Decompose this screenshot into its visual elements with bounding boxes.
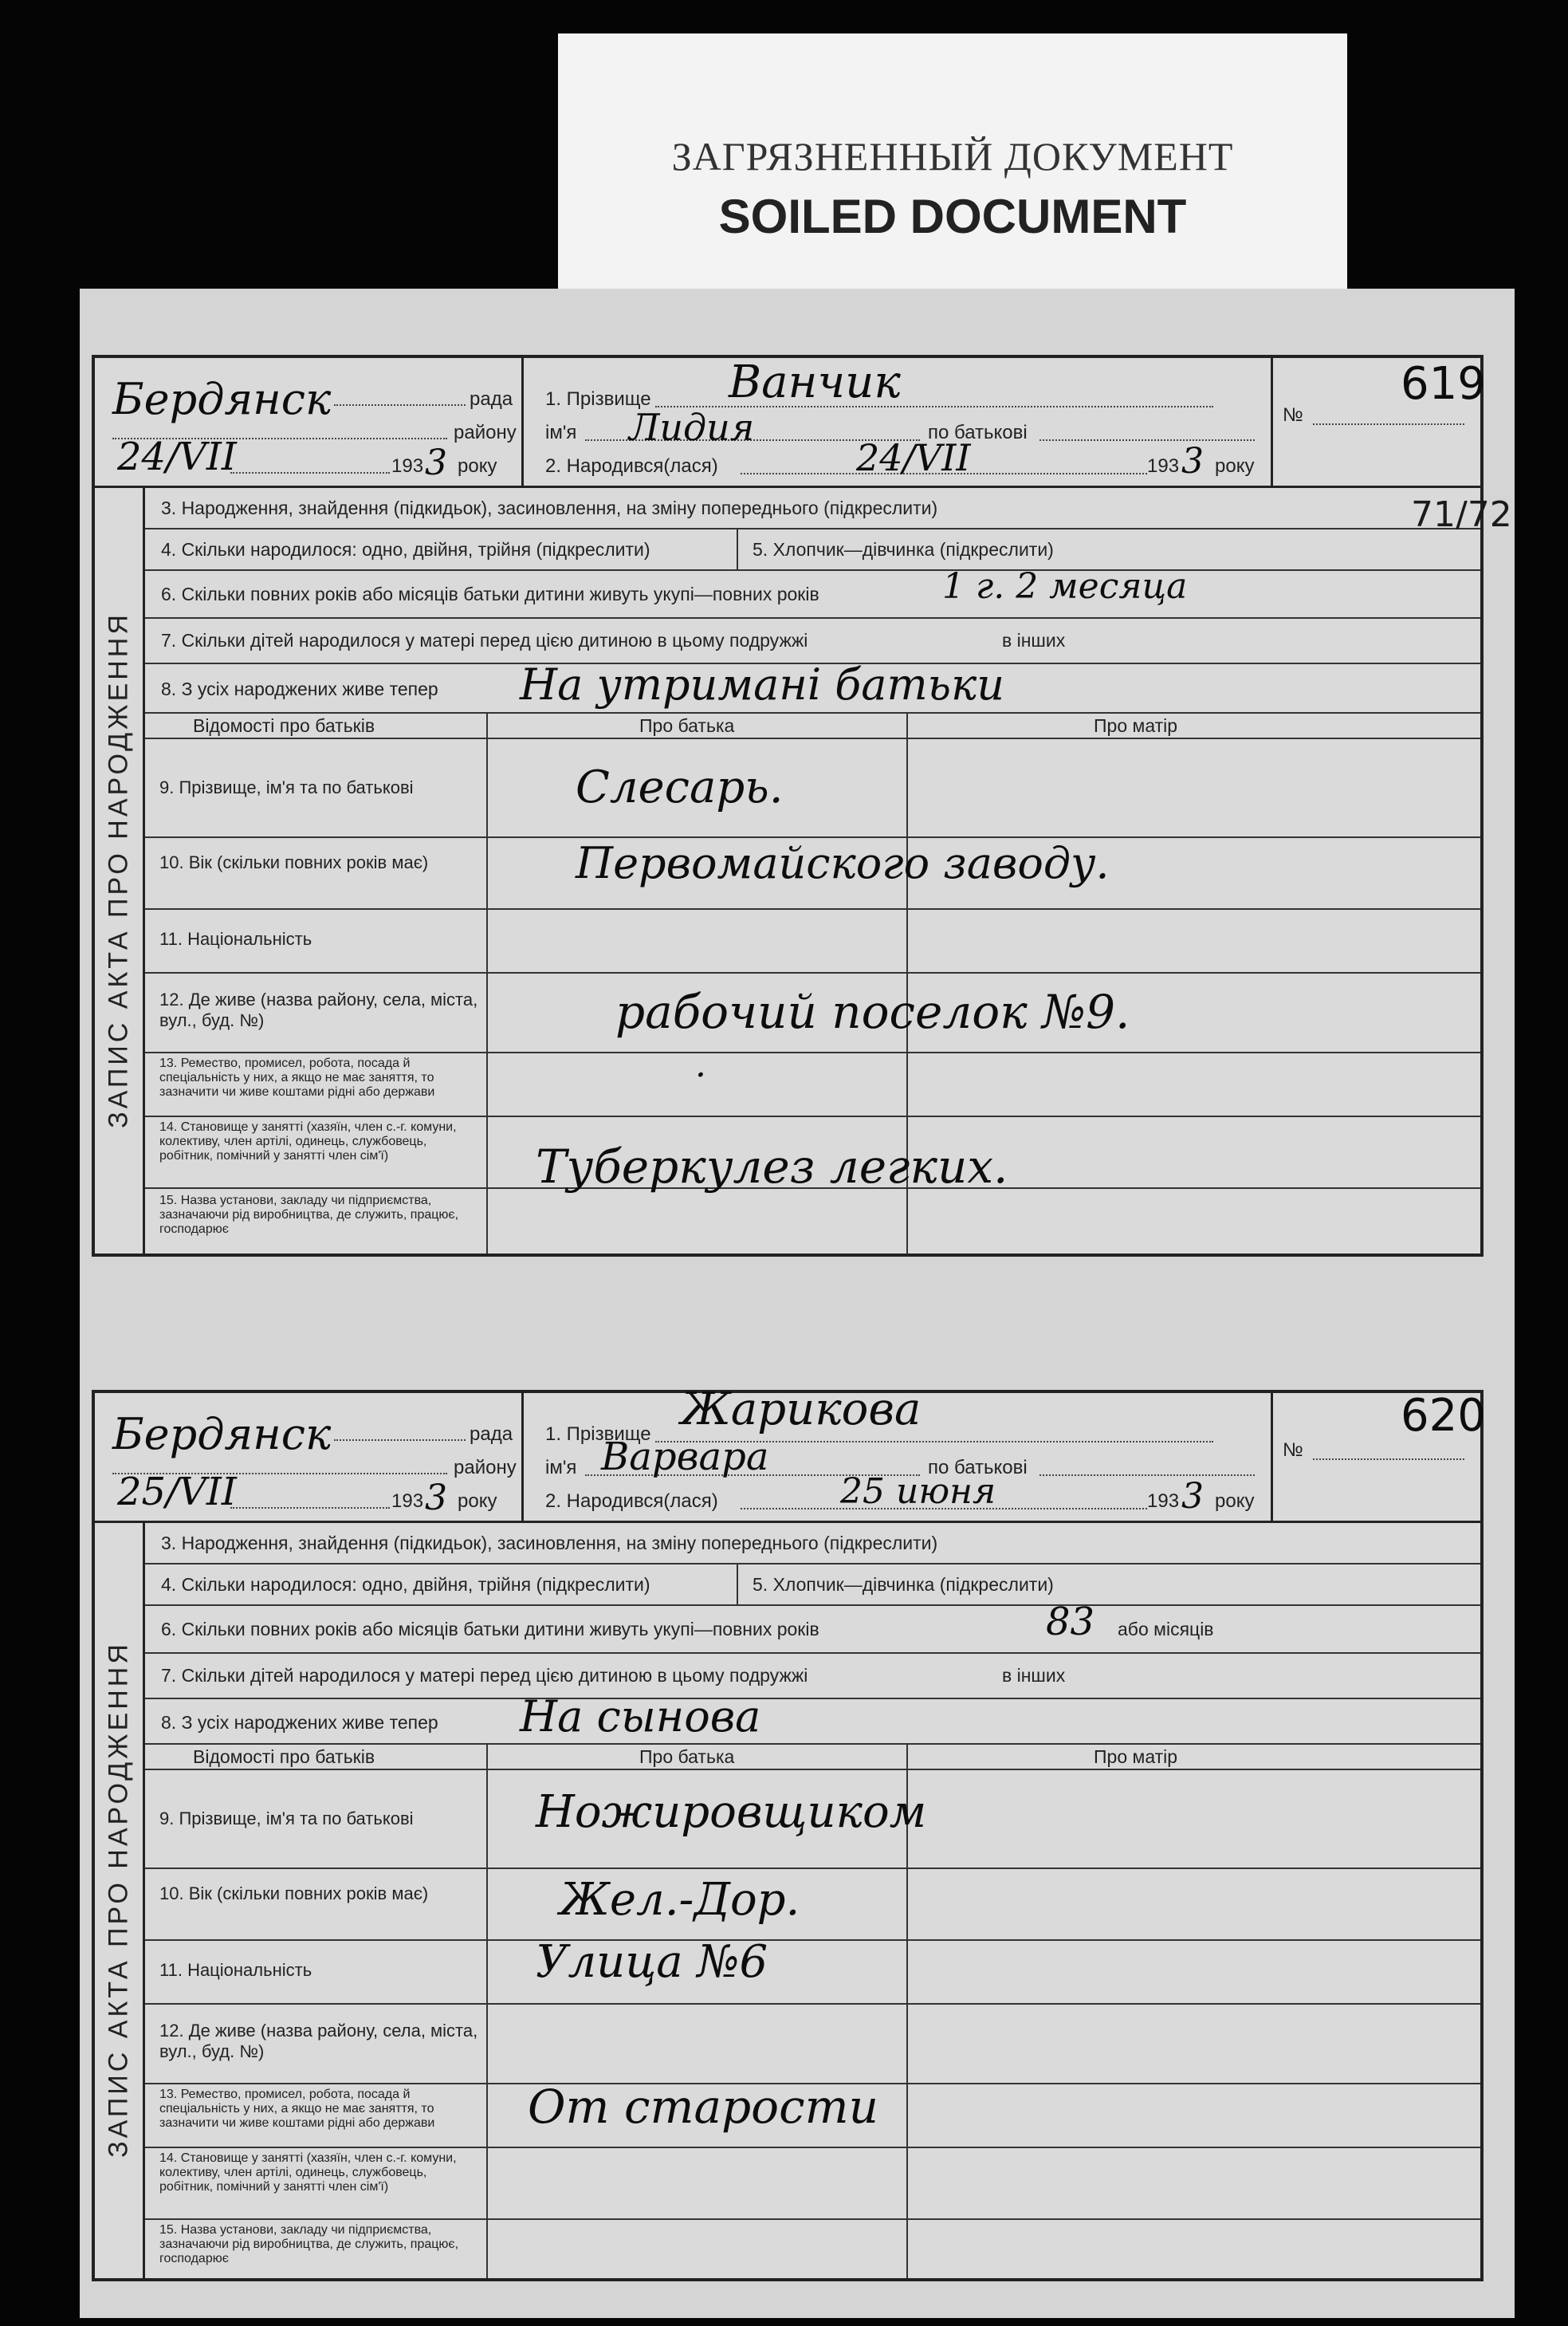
father-line-2: Первомайского заводу. [576, 838, 1110, 888]
child-name: Варвара [601, 1435, 769, 1479]
row-12-residence: 12. Де живе (назва району, села, міста, вул., буд. №) [145, 2005, 1480, 2084]
raionu-label: району [454, 1457, 517, 1478]
side-title: ЗАПИС АКТА ПРО НАРОДЖЕННЯ [95, 486, 145, 1254]
row-14-position: 14. Становище у занятті (хазяїн, член с.-г. комуни, колективу, член артілі, одинець, службовець, робітник, помічний у заняттi член сім'ї) [145, 2148, 1480, 2220]
row-8-living: 8. З усіх народжених живе тепер На утримані батьки [145, 664, 1480, 714]
registry-date: 24/VII [117, 435, 237, 479]
born-year-prefix: 193 [1147, 1490, 1180, 1512]
parents-table [145, 714, 1480, 1254]
child-surname: Ванчик [729, 356, 901, 408]
margin-note: 71/72 [1411, 494, 1512, 535]
born-year-prefix: 193 [1147, 455, 1180, 477]
birth-record-619 [92, 355, 1484, 1257]
row-10-age: 10. Вік (скільки повних років має) Первомайского заводу. [145, 838, 1480, 910]
row-6-cohabitation: 6. Скільки повних років або місяців батьки дитини живуть укупі—повних років 83 або місяців [145, 1606, 1480, 1654]
born-year: 3 [1181, 441, 1204, 482]
father-line-5: От старости [528, 2080, 878, 2134]
registry-office-block [95, 1393, 524, 1521]
father-line-4: · [695, 1055, 706, 1096]
raionu-label: району [454, 422, 517, 443]
row-12-residence: 12. Де живе (назва району, села, міста, вул., буд. №) рабочий поселок №9. [145, 974, 1480, 1053]
birth-record-620 [92, 1383, 1486, 2281]
row-8-living: 8. З усіх народжених живе тепер На сынова [145, 1699, 1480, 1745]
surname-label: 1. Прізвище [545, 1423, 651, 1445]
child-name: Лидия [629, 406, 755, 449]
registry-year: 3 [425, 1478, 447, 1518]
record-number: 620 [1401, 1390, 1486, 1442]
registry-place: Бердянск [112, 374, 332, 424]
record-number: 619 [1401, 358, 1486, 410]
father-line-3: Улица №6 [536, 1936, 768, 1988]
year-prefix: 193 [391, 1490, 424, 1512]
row-15-employer: 15. Назва установи, закладу чи підприємства, зазначаючи рід виробництва, де служить, працює, господарює [159, 2223, 459, 2265]
number-label: № [1283, 1439, 1303, 1461]
row-9-name: 9. Прізвище, ім'я та по батькові Слесарь. [145, 739, 1480, 838]
registry-place: Бердянск [112, 1409, 332, 1459]
name-label: ім'я [545, 422, 577, 443]
row-3-birth-type: 3. Народження, знайдення (підкидьок), засиновлення, на зміну попереднього (підкреслити) [145, 1523, 1480, 1564]
record-number-block [1271, 1390, 1486, 1521]
cohabitation-years: 1 г. 2 месяца [942, 566, 1188, 607]
row-6-cohabitation: 6. Скільки повних років або місяців батьки дитини живуть укупі—повних років 1 г. 2 месяца [145, 571, 1480, 619]
row-3-birth-type: 3. Народження, знайдення (підкидьок), засиновлення, на зміну попереднього (підкреслити) [145, 488, 1480, 529]
archive-label-english: SOILED DOCUMENT [718, 190, 1187, 243]
born-label: 2. Народився(лася) [545, 1490, 718, 1512]
living-now: На утримані батьки [520, 659, 1005, 710]
row-15-employer: 15. Назва установи, закладу чи підприємства, зазначаючи рід виробництва, де служить, працює, господарює [159, 1194, 459, 1236]
rada-label: рада [470, 388, 513, 410]
patronymic-label: по батькові [928, 422, 1028, 443]
name-label: ім'я [545, 1457, 577, 1478]
row-11-nationality: 11. Національність [145, 910, 1480, 974]
record-header [95, 356, 1486, 488]
number-label: № [1283, 404, 1303, 426]
archive-label-card [558, 33, 1347, 293]
patronymic-label: по батькові [928, 1457, 1028, 1478]
record-header [95, 1383, 1486, 1523]
row-13-occupation: 13. Ремество, промисел, робота, посада й спеціальність у них, а якщо не має заняття, то зазначити чи живе коштами рідні або держави · [145, 1053, 1480, 1117]
row-14-position: 14. Становище у занятті (хазяїн, член с.-г. комуни, колективу, член артілі, одинець, службовець, робітник, помічний у заняттi член сім'ї) Туберкулез легких. [145, 1117, 1480, 1189]
father-line-1: Слесарь. [576, 762, 784, 813]
row-7-prior-children: 7. Скільки дітей народилося у матері перед цією дитиною в цьому подружжі в інших [145, 619, 1480, 664]
row-13-occupation: 13. Ремество, промисел, робота, посада й спеціальність у них, а якщо не має заняття, то зазначити чи живе коштами рідні або держави От старости [145, 2084, 1480, 2148]
father-line-1: Ножировщиком [536, 1786, 927, 1838]
row-10-age: 10. Вік (скільки повних років має) Жел.-Дор. [145, 1869, 1480, 1941]
cohabitation-years: 83 [1046, 1600, 1095, 1644]
side-title: ЗАПИС АКТА ПРО НАРОДЖЕННЯ [95, 1521, 145, 2278]
father-line-5: Туберкулез легких. [536, 1139, 1008, 1194]
registry-office-block [95, 358, 524, 486]
parents-table-header: Відомості про батьків Про батька Про матір [145, 1745, 1480, 1770]
registry-year: 3 [425, 443, 447, 483]
row-4-5: 4. Скільки народилося: одно, двійня, трійня (підкреслити) 5. Хлопчик—дівчинка (підкреслити) [145, 529, 1480, 571]
child-name-block [521, 1383, 1271, 1521]
parents-table-header: Відомості про батьків Про батька Про матір [145, 714, 1480, 739]
born-label: 2. Народився(лася) [545, 455, 718, 477]
row-4-5: 4. Скільки народилося: одно, двійня, трійня (підкреслити) 5. Хлопчик—дівчинка (підкреслити) [145, 1564, 1480, 1606]
registry-date: 25/VII [117, 1470, 237, 1514]
row-11-nationality: 11. Національність Улица №6 [145, 1941, 1480, 2005]
born-roku-label: року [1215, 455, 1255, 477]
born-day: 24/VII [856, 436, 971, 479]
born-year: 3 [1181, 1476, 1204, 1517]
rada-label: рада [470, 1423, 513, 1445]
parents-table [145, 1745, 1480, 2278]
living-now: На сынова [520, 1691, 761, 1742]
surname-label: 1. Прізвище [545, 388, 651, 410]
year-prefix: 193 [391, 455, 424, 477]
record-number-block [1271, 358, 1486, 486]
roku-label: року [458, 455, 497, 477]
born-roku-label: року [1215, 1490, 1255, 1512]
born-day: 25 июня [840, 1471, 996, 1512]
father-line-3: рабочий поселок №9. [615, 985, 1130, 1039]
row-7-prior-children: 7. Скільки дітей народилося у матері перед цією дитиною в цьому подружжі в інших [145, 1654, 1480, 1699]
row-9-name: 9. Прізвище, ім'я та по батькові Ножировщиком [145, 1770, 1480, 1869]
child-surname: Жарикова [681, 1383, 922, 1435]
child-name-block [521, 358, 1271, 486]
father-line-2: Жел.-Дор. [560, 1874, 800, 1926]
roku-label: року [458, 1490, 497, 1512]
archive-label-russian: ЗАГРЯЗНЕННЫЙ ДОКУМЕНТ [671, 134, 1234, 179]
